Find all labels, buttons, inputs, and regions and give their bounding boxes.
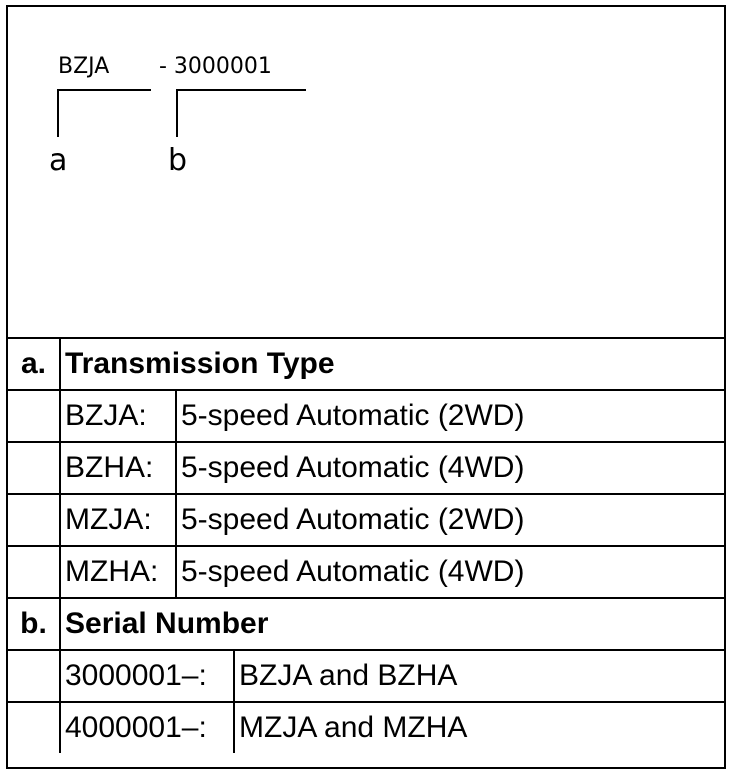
indent-cell	[8, 702, 60, 753]
callout-a: a	[49, 143, 68, 178]
row-description: BZJA and BZHA	[239, 659, 458, 692]
code-diagram	[8, 7, 724, 337]
code-part-a: BZJA	[58, 54, 110, 79]
row-description: 5-speed Automatic (4WD)	[181, 555, 525, 588]
spec-table	[8, 337, 724, 753]
section-header-row	[8, 338, 724, 390]
indent-cell	[8, 650, 60, 702]
row-code: MZHA:	[61, 547, 177, 597]
code-part-b: - 3000001	[159, 54, 272, 79]
table-row	[8, 494, 724, 546]
section-letter: b.	[8, 598, 60, 650]
row-description: 5-speed Automatic (2WD)	[181, 503, 525, 536]
row-description: 5-speed Automatic (2WD)	[181, 399, 525, 432]
section-title: Serial Number	[60, 598, 724, 650]
row-code: MZJA:	[61, 495, 177, 545]
code-diagram-svg	[8, 7, 724, 337]
leader-line-b	[177, 90, 306, 137]
callout-b: b	[168, 143, 188, 178]
indent-cell	[8, 442, 60, 494]
section-title: Transmission Type	[60, 338, 724, 390]
row-code: BZHA:	[61, 443, 177, 493]
indent-cell	[8, 390, 60, 442]
indent-cell	[8, 494, 60, 546]
table-row	[8, 702, 724, 753]
row-description: 5-speed Automatic (4WD)	[181, 451, 525, 484]
table-row	[8, 546, 724, 598]
row-code: BZJA:	[61, 391, 177, 441]
table-row	[8, 442, 724, 494]
section-header-row	[8, 598, 724, 650]
row-code: 4000001–:	[61, 703, 235, 753]
table-row	[8, 650, 724, 702]
identification-frame	[6, 5, 726, 769]
table-row	[8, 390, 724, 442]
leader-line-a	[58, 90, 151, 137]
row-code: 3000001–:	[61, 651, 235, 701]
section-letter: a.	[8, 338, 60, 390]
row-description: MZJA and MZHA	[239, 711, 468, 744]
indent-cell	[8, 546, 60, 598]
